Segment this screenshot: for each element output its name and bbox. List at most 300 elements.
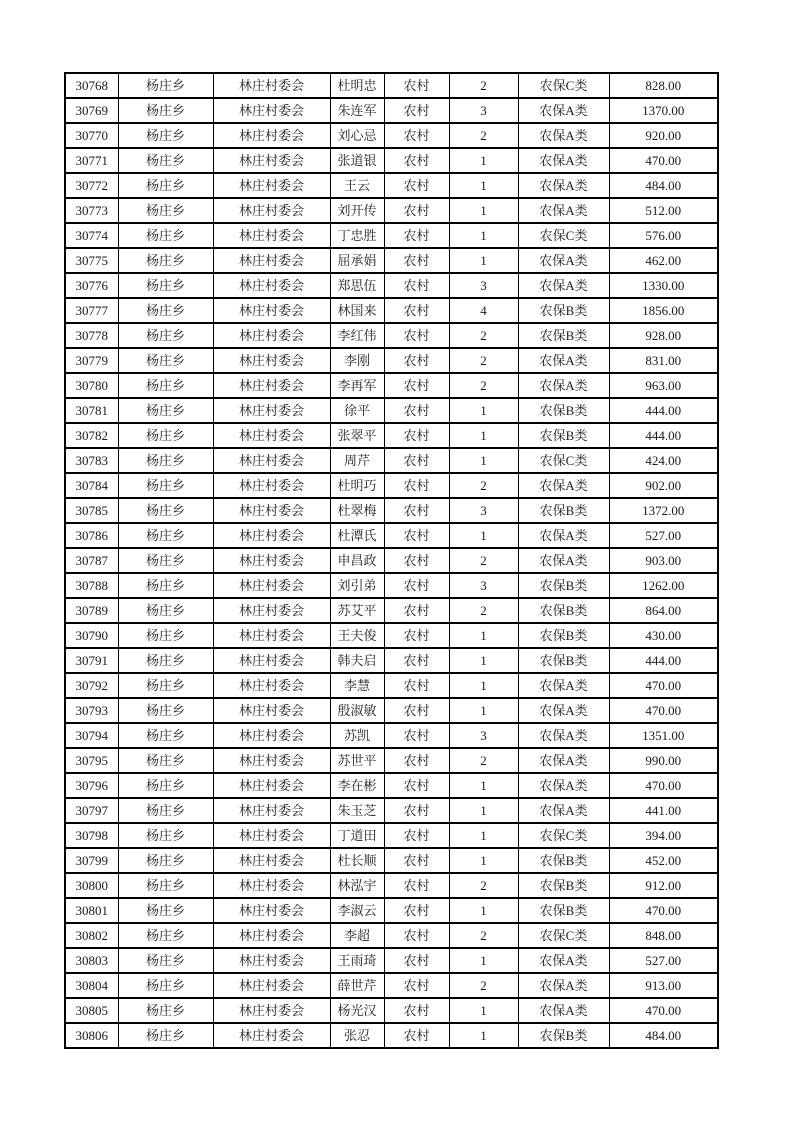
cell-person-count: 2 [449, 548, 518, 573]
cell-person-name: 杜翠梅 [330, 498, 384, 523]
table-row [65, 673, 718, 698]
table-row [65, 798, 718, 823]
cell-township: 杨庄乡 [118, 273, 213, 298]
cell-residence-type: 农村 [384, 98, 449, 123]
cell-amount: 527.00 [609, 948, 718, 973]
cell-village-committee: 林庄村委会 [213, 373, 330, 398]
cell-person-name: 刘引弟 [330, 573, 384, 598]
cell-person-count: 3 [449, 98, 518, 123]
cell-insurance-category: 农保A类 [518, 673, 609, 698]
cell-id: 30774 [65, 223, 118, 248]
cell-village-committee: 林庄村委会 [213, 973, 330, 998]
cell-person-count: 1 [449, 823, 518, 848]
table-row [65, 273, 718, 298]
cell-person-count: 2 [449, 123, 518, 148]
cell-township: 杨庄乡 [118, 398, 213, 423]
cell-insurance-category: 农保A类 [518, 798, 609, 823]
table-row [65, 723, 718, 748]
cell-person-count: 1 [449, 948, 518, 973]
cell-residence-type: 农村 [384, 198, 449, 223]
cell-village-committee: 林庄村委会 [213, 423, 330, 448]
cell-insurance-category: 农保C类 [518, 923, 609, 948]
cell-village-committee: 林庄村委会 [213, 223, 330, 248]
cell-insurance-category: 农保C类 [518, 73, 609, 98]
roster-table-body [65, 73, 718, 1048]
cell-amount: 920.00 [609, 123, 718, 148]
cell-residence-type: 农村 [384, 548, 449, 573]
cell-township: 杨庄乡 [118, 373, 213, 398]
cell-village-committee: 林庄村委会 [213, 123, 330, 148]
table-row [65, 648, 718, 673]
cell-amount: 576.00 [609, 223, 718, 248]
cell-residence-type: 农村 [384, 898, 449, 923]
cell-township: 杨庄乡 [118, 198, 213, 223]
cell-person-count: 2 [449, 973, 518, 998]
cell-village-committee: 林庄村委会 [213, 898, 330, 923]
cell-insurance-category: 农保A类 [518, 373, 609, 398]
cell-insurance-category: 农保A类 [518, 473, 609, 498]
cell-person-name: 杜明巧 [330, 473, 384, 498]
cell-village-committee: 林庄村委会 [213, 248, 330, 273]
cell-person-name: 薛世芹 [330, 973, 384, 998]
cell-person-count: 2 [449, 373, 518, 398]
cell-insurance-category: 农保B类 [518, 1023, 609, 1048]
cell-person-count: 2 [449, 348, 518, 373]
cell-person-name: 杨光汉 [330, 998, 384, 1023]
cell-township: 杨庄乡 [118, 573, 213, 598]
cell-id: 30776 [65, 273, 118, 298]
cell-village-committee: 林庄村委会 [213, 623, 330, 648]
cell-person-count: 2 [449, 73, 518, 98]
cell-id: 30804 [65, 973, 118, 998]
cell-amount: 990.00 [609, 748, 718, 773]
table-row [65, 473, 718, 498]
cell-insurance-category: 农保A类 [518, 973, 609, 998]
cell-id: 30800 [65, 873, 118, 898]
cell-village-committee: 林庄村委会 [213, 448, 330, 473]
table-row [65, 423, 718, 448]
cell-township: 杨庄乡 [118, 348, 213, 373]
cell-insurance-category: 农保B类 [518, 498, 609, 523]
cell-village-committee: 林庄村委会 [213, 673, 330, 698]
cell-township: 杨庄乡 [118, 823, 213, 848]
cell-village-committee: 林庄村委会 [213, 298, 330, 323]
cell-id: 30801 [65, 898, 118, 923]
cell-id: 30786 [65, 523, 118, 548]
cell-insurance-category: 农保A类 [518, 173, 609, 198]
cell-insurance-category: 农保B类 [518, 848, 609, 873]
cell-residence-type: 农村 [384, 698, 449, 723]
cell-person-count: 1 [449, 998, 518, 1023]
cell-person-count: 3 [449, 723, 518, 748]
cell-amount: 424.00 [609, 448, 718, 473]
cell-township: 杨庄乡 [118, 473, 213, 498]
cell-amount: 902.00 [609, 473, 718, 498]
table-row [65, 1023, 718, 1048]
cell-insurance-category: 农保B类 [518, 623, 609, 648]
cell-township: 杨庄乡 [118, 523, 213, 548]
cell-amount: 864.00 [609, 598, 718, 623]
cell-id: 30792 [65, 673, 118, 698]
cell-id: 30780 [65, 373, 118, 398]
cell-id: 30788 [65, 573, 118, 598]
cell-residence-type: 农村 [384, 273, 449, 298]
cell-person-name: 屈承娟 [330, 248, 384, 273]
cell-person-name: 杜明忠 [330, 73, 384, 98]
cell-insurance-category: 农保B类 [518, 298, 609, 323]
cell-village-committee: 林庄村委会 [213, 948, 330, 973]
cell-id: 30773 [65, 198, 118, 223]
cell-residence-type: 农村 [384, 473, 449, 498]
cell-person-name: 李在彬 [330, 773, 384, 798]
cell-residence-type: 农村 [384, 598, 449, 623]
cell-id: 30775 [65, 248, 118, 273]
cell-amount: 963.00 [609, 373, 718, 398]
cell-township: 杨庄乡 [118, 548, 213, 573]
cell-residence-type: 农村 [384, 223, 449, 248]
cell-village-committee: 林庄村委会 [213, 773, 330, 798]
table-row [65, 123, 718, 148]
cell-person-name: 朱玉芝 [330, 798, 384, 823]
table-row [65, 923, 718, 948]
table-row [65, 948, 718, 973]
cell-person-count: 1 [449, 673, 518, 698]
cell-person-count: 1 [449, 773, 518, 798]
table-row [65, 173, 718, 198]
cell-amount: 441.00 [609, 798, 718, 823]
cell-person-name: 朱连军 [330, 98, 384, 123]
cell-residence-type: 农村 [384, 498, 449, 523]
cell-township: 杨庄乡 [118, 598, 213, 623]
cell-id: 30781 [65, 398, 118, 423]
cell-person-name: 李超 [330, 923, 384, 948]
cell-residence-type: 农村 [384, 998, 449, 1023]
cell-township: 杨庄乡 [118, 98, 213, 123]
cell-person-count: 1 [449, 523, 518, 548]
cell-township: 杨庄乡 [118, 998, 213, 1023]
cell-person-name: 王云 [330, 173, 384, 198]
cell-township: 杨庄乡 [118, 848, 213, 873]
table-row [65, 698, 718, 723]
cell-id: 30803 [65, 948, 118, 973]
cell-person-name: 殷淑敏 [330, 698, 384, 723]
cell-person-count: 2 [449, 873, 518, 898]
cell-person-count: 1 [449, 898, 518, 923]
cell-township: 杨庄乡 [118, 423, 213, 448]
cell-township: 杨庄乡 [118, 798, 213, 823]
cell-township: 杨庄乡 [118, 948, 213, 973]
cell-village-committee: 林庄村委会 [213, 798, 330, 823]
cell-person-count: 1 [449, 173, 518, 198]
cell-amount: 527.00 [609, 523, 718, 548]
cell-township: 杨庄乡 [118, 73, 213, 98]
cell-id: 30789 [65, 598, 118, 623]
table-row [65, 298, 718, 323]
cell-insurance-category: 农保A类 [518, 948, 609, 973]
cell-person-name: 周芹 [330, 448, 384, 473]
table-row [65, 398, 718, 423]
cell-residence-type: 农村 [384, 848, 449, 873]
cell-amount: 484.00 [609, 1023, 718, 1048]
cell-village-committee: 林庄村委会 [213, 98, 330, 123]
cell-person-count: 2 [449, 473, 518, 498]
cell-township: 杨庄乡 [118, 748, 213, 773]
cell-id: 30777 [65, 298, 118, 323]
cell-amount: 828.00 [609, 73, 718, 98]
cell-township: 杨庄乡 [118, 123, 213, 148]
cell-residence-type: 农村 [384, 448, 449, 473]
cell-residence-type: 农村 [384, 523, 449, 548]
cell-id: 30787 [65, 548, 118, 573]
table-row [65, 223, 718, 248]
cell-person-count: 3 [449, 573, 518, 598]
cell-amount: 912.00 [609, 873, 718, 898]
cell-village-committee: 林庄村委会 [213, 823, 330, 848]
cell-amount: 1351.00 [609, 723, 718, 748]
cell-person-name: 徐平 [330, 398, 384, 423]
cell-insurance-category: 农保A类 [518, 548, 609, 573]
table-row [65, 98, 718, 123]
cell-residence-type: 农村 [384, 173, 449, 198]
cell-person-count: 2 [449, 923, 518, 948]
cell-village-committee: 林庄村委会 [213, 173, 330, 198]
cell-township: 杨庄乡 [118, 173, 213, 198]
cell-amount: 913.00 [609, 973, 718, 998]
cell-amount: 452.00 [609, 848, 718, 873]
table-row [65, 898, 718, 923]
cell-residence-type: 农村 [384, 748, 449, 773]
table-row [65, 973, 718, 998]
cell-person-count: 1 [449, 623, 518, 648]
cell-amount: 470.00 [609, 998, 718, 1023]
cell-person-name: 李红伟 [330, 323, 384, 348]
cell-id: 30771 [65, 148, 118, 173]
cell-village-committee: 林庄村委会 [213, 73, 330, 98]
cell-village-committee: 林庄村委会 [213, 473, 330, 498]
cell-person-name: 郑思伍 [330, 273, 384, 298]
cell-person-name: 张道银 [330, 148, 384, 173]
cell-residence-type: 农村 [384, 248, 449, 273]
cell-insurance-category: 农保B类 [518, 873, 609, 898]
cell-township: 杨庄乡 [118, 873, 213, 898]
cell-id: 30795 [65, 748, 118, 773]
cell-residence-type: 农村 [384, 148, 449, 173]
table-row [65, 448, 718, 473]
cell-amount: 470.00 [609, 898, 718, 923]
cell-id: 30768 [65, 73, 118, 98]
cell-insurance-category: 农保B类 [518, 648, 609, 673]
cell-person-count: 1 [449, 248, 518, 273]
cell-id: 30784 [65, 473, 118, 498]
cell-village-committee: 林庄村委会 [213, 148, 330, 173]
cell-residence-type: 农村 [384, 123, 449, 148]
cell-amount: 1856.00 [609, 298, 718, 323]
cell-township: 杨庄乡 [118, 223, 213, 248]
cell-id: 30791 [65, 648, 118, 673]
roster-table [64, 72, 719, 1049]
table-row [65, 773, 718, 798]
cell-insurance-category: 农保A类 [518, 348, 609, 373]
cell-person-name: 李淑云 [330, 898, 384, 923]
cell-person-name: 王雨琦 [330, 948, 384, 973]
cell-amount: 462.00 [609, 248, 718, 273]
cell-id: 30783 [65, 448, 118, 473]
cell-township: 杨庄乡 [118, 623, 213, 648]
cell-person-name: 林国来 [330, 298, 384, 323]
cell-village-committee: 林庄村委会 [213, 748, 330, 773]
cell-person-count: 1 [449, 698, 518, 723]
table-row [65, 498, 718, 523]
cell-village-committee: 林庄村委会 [213, 498, 330, 523]
cell-amount: 470.00 [609, 148, 718, 173]
cell-person-name: 苏艾平 [330, 598, 384, 623]
cell-residence-type: 农村 [384, 298, 449, 323]
cell-residence-type: 农村 [384, 973, 449, 998]
cell-township: 杨庄乡 [118, 1023, 213, 1048]
cell-insurance-category: 农保B类 [518, 398, 609, 423]
cell-residence-type: 农村 [384, 723, 449, 748]
cell-insurance-category: 农保B类 [518, 423, 609, 448]
cell-id: 30778 [65, 323, 118, 348]
cell-id: 30799 [65, 848, 118, 873]
cell-person-name: 杜潭氏 [330, 523, 384, 548]
cell-residence-type: 农村 [384, 798, 449, 823]
cell-person-count: 1 [449, 648, 518, 673]
cell-id: 30770 [65, 123, 118, 148]
cell-person-count: 1 [449, 448, 518, 473]
cell-id: 30806 [65, 1023, 118, 1048]
table-row [65, 998, 718, 1023]
cell-person-name: 丁道田 [330, 823, 384, 848]
cell-person-count: 2 [449, 598, 518, 623]
cell-amount: 1370.00 [609, 98, 718, 123]
cell-village-committee: 林庄村委会 [213, 998, 330, 1023]
cell-insurance-category: 农保A类 [518, 723, 609, 748]
cell-township: 杨庄乡 [118, 673, 213, 698]
cell-village-committee: 林庄村委会 [213, 923, 330, 948]
cell-insurance-category: 农保A类 [518, 148, 609, 173]
cell-person-name: 刘心忌 [330, 123, 384, 148]
table-row [65, 348, 718, 373]
cell-village-committee: 林庄村委会 [213, 723, 330, 748]
cell-id: 30785 [65, 498, 118, 523]
cell-person-name: 王夫俊 [330, 623, 384, 648]
cell-residence-type: 农村 [384, 948, 449, 973]
cell-person-name: 苏凯 [330, 723, 384, 748]
cell-id: 30782 [65, 423, 118, 448]
cell-person-name: 李刚 [330, 348, 384, 373]
cell-amount: 903.00 [609, 548, 718, 573]
cell-village-committee: 林庄村委会 [213, 273, 330, 298]
table-row [65, 148, 718, 173]
cell-insurance-category: 农保C类 [518, 823, 609, 848]
cell-person-name: 张忍 [330, 1023, 384, 1048]
cell-township: 杨庄乡 [118, 148, 213, 173]
cell-amount: 1372.00 [609, 498, 718, 523]
cell-village-committee: 林庄村委会 [213, 648, 330, 673]
cell-id: 30790 [65, 623, 118, 648]
cell-person-name: 李再军 [330, 373, 384, 398]
cell-person-count: 1 [449, 798, 518, 823]
cell-amount: 470.00 [609, 773, 718, 798]
cell-residence-type: 农村 [384, 923, 449, 948]
cell-person-name: 李慧 [330, 673, 384, 698]
cell-residence-type: 农村 [384, 398, 449, 423]
cell-person-count: 2 [449, 323, 518, 348]
cell-amount: 831.00 [609, 348, 718, 373]
cell-township: 杨庄乡 [118, 323, 213, 348]
cell-amount: 470.00 [609, 673, 718, 698]
table-row [65, 373, 718, 398]
table-row [65, 323, 718, 348]
cell-insurance-category: 农保A类 [518, 698, 609, 723]
cell-amount: 1262.00 [609, 573, 718, 598]
cell-village-committee: 林庄村委会 [213, 348, 330, 373]
table-row [65, 748, 718, 773]
table-row [65, 573, 718, 598]
cell-insurance-category: 农保A类 [518, 998, 609, 1023]
cell-residence-type: 农村 [384, 623, 449, 648]
cell-person-name: 苏世平 [330, 748, 384, 773]
cell-person-name: 丁忠胜 [330, 223, 384, 248]
cell-insurance-category: 农保A类 [518, 98, 609, 123]
cell-village-committee: 林庄村委会 [213, 573, 330, 598]
table-row [65, 73, 718, 98]
cell-amount: 512.00 [609, 198, 718, 223]
cell-village-committee: 林庄村委会 [213, 398, 330, 423]
cell-insurance-category: 农保A类 [518, 273, 609, 298]
cell-village-committee: 林庄村委会 [213, 523, 330, 548]
cell-amount: 1330.00 [609, 273, 718, 298]
cell-residence-type: 农村 [384, 423, 449, 448]
table-row [65, 873, 718, 898]
cell-id: 30794 [65, 723, 118, 748]
cell-township: 杨庄乡 [118, 898, 213, 923]
cell-village-committee: 林庄村委会 [213, 1023, 330, 1048]
cell-person-count: 3 [449, 498, 518, 523]
table-row [65, 198, 718, 223]
cell-residence-type: 农村 [384, 873, 449, 898]
cell-insurance-category: 农保A类 [518, 123, 609, 148]
cell-insurance-category: 农保B类 [518, 898, 609, 923]
cell-person-name: 林泓宇 [330, 873, 384, 898]
cell-township: 杨庄乡 [118, 648, 213, 673]
table-row [65, 523, 718, 548]
cell-amount: 484.00 [609, 173, 718, 198]
cell-amount: 470.00 [609, 698, 718, 723]
cell-id: 30805 [65, 998, 118, 1023]
cell-township: 杨庄乡 [118, 448, 213, 473]
cell-insurance-category: 农保A类 [518, 773, 609, 798]
cell-id: 30769 [65, 98, 118, 123]
cell-insurance-category: 农保A类 [518, 248, 609, 273]
cell-insurance-category: 农保C类 [518, 448, 609, 473]
cell-village-committee: 林庄村委会 [213, 198, 330, 223]
cell-residence-type: 农村 [384, 773, 449, 798]
cell-township: 杨庄乡 [118, 698, 213, 723]
cell-id: 30793 [65, 698, 118, 723]
cell-amount: 444.00 [609, 423, 718, 448]
cell-person-name: 申昌政 [330, 548, 384, 573]
cell-insurance-category: 农保A类 [518, 748, 609, 773]
cell-amount: 444.00 [609, 398, 718, 423]
cell-village-committee: 林庄村委会 [213, 698, 330, 723]
cell-amount: 430.00 [609, 623, 718, 648]
cell-id: 30779 [65, 348, 118, 373]
table-row [65, 248, 718, 273]
cell-village-committee: 林庄村委会 [213, 873, 330, 898]
cell-person-count: 1 [449, 198, 518, 223]
